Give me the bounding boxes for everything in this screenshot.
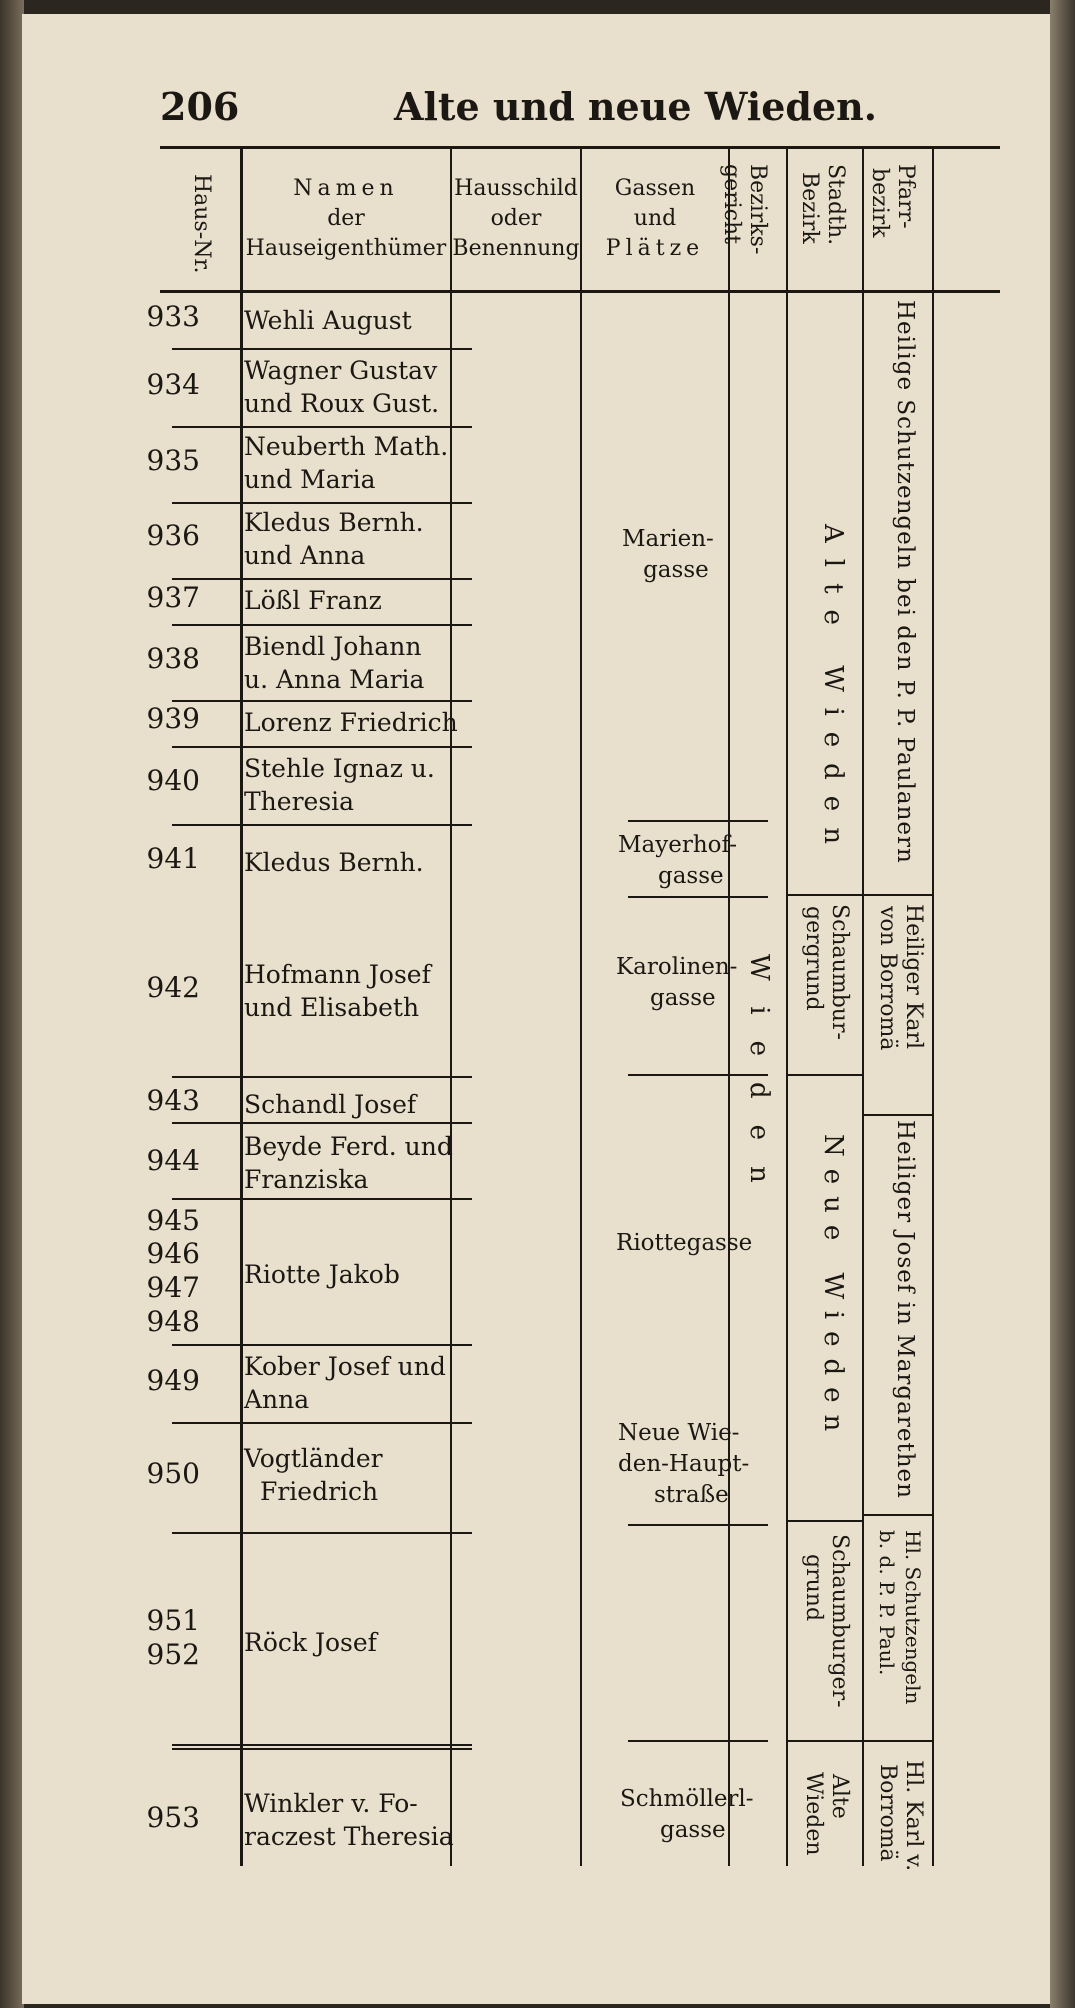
house-no-952: 952 [146, 1638, 200, 1671]
row-rule [172, 1122, 472, 1124]
parish-schutzengeln-paul-1: Hl. Schutzengeln [901, 1530, 925, 1705]
district-schaumburgergrund-4: grund [801, 1554, 826, 1622]
house-no-953: 953 [146, 1801, 200, 1834]
house-no-933: 933 [146, 300, 200, 333]
col-divider-5 [786, 146, 788, 1866]
owner-934: Wagner Gustav und Roux Gust. [244, 356, 440, 418]
col-divider-3 [580, 146, 582, 1866]
street-riottegasse: Riottegasse [616, 1230, 753, 1256]
row-rule [172, 578, 472, 580]
row-rule [172, 502, 472, 504]
row-rule [172, 624, 472, 626]
running-title: Alte und neue Wieden. [394, 84, 877, 129]
owner-950: Vogtländer Friedrich [244, 1444, 383, 1506]
row-rule [172, 1344, 472, 1346]
owner-949: Kober Josef und Anna [244, 1352, 446, 1414]
owner-939: Lorenz Friedrich [244, 708, 458, 737]
district-rule [788, 1520, 862, 1522]
house-no-951: 951 [146, 1604, 200, 1637]
header-court-2: gericht [719, 164, 744, 244]
header-house-no: Haus-Nr. [189, 174, 214, 274]
owner-936: Kledus Bernh. und Anna [244, 508, 424, 570]
header-court-1: Bezirks- [745, 164, 770, 255]
house-no-950: 950 [146, 1457, 200, 1490]
parish-rule [864, 1514, 932, 1516]
row-rule [172, 1422, 472, 1424]
header-owner-3: Hauseigenthümer [245, 236, 447, 261]
street-rule [628, 1524, 768, 1526]
row-rule [172, 426, 472, 428]
header-district-2: Bezirk [797, 172, 822, 244]
header-sign-2: oder [490, 206, 542, 231]
col-divider-2 [450, 146, 452, 1866]
parish-karl-borromae-3: Hl. Karl v. [901, 1760, 926, 1872]
col-divider-6 [862, 146, 864, 1866]
header-parish-2: bezirk [867, 168, 892, 238]
owner-935: Neuberth Math. und Maria [244, 432, 449, 494]
owner-942: Hofmann Josef und Elisabeth [244, 960, 431, 1022]
house-no-946: 946 [146, 1237, 200, 1270]
parish-rule [864, 1740, 932, 1742]
parish-karl-borromae-4: Borromä [875, 1764, 900, 1862]
book-page [22, 14, 1050, 2004]
header-street-1: Gassen [614, 176, 696, 201]
district-alte: Alte [827, 1774, 852, 1819]
house-no-934: 934 [146, 368, 200, 401]
district-neue-wieden: Neue Wieden [818, 1134, 848, 1444]
row-rule [172, 824, 472, 826]
header-street-3: Plätze [605, 236, 705, 261]
district-wieden: Wieden [801, 1772, 826, 1856]
house-no-948: 948 [146, 1305, 200, 1338]
header-street [582, 174, 728, 264]
house-no-949: 949 [146, 1364, 200, 1397]
row-rule [172, 348, 472, 350]
parish-rule [864, 1114, 932, 1116]
header-district-1: Stadth. [823, 164, 848, 246]
owner-944: Beyde Ferd. und Franziska [244, 1132, 453, 1194]
district-schaumburgergrund-3: Schaumburger- [827, 1534, 852, 1708]
header-owner [242, 174, 450, 264]
row-rule [172, 1532, 472, 1534]
street-mayerhofgasse: Mayerhof- gasse [618, 832, 737, 889]
header-sign-1: Hausschild [454, 176, 578, 201]
book-spine [0, 0, 24, 2008]
house-no-935: 935 [146, 444, 200, 477]
header-owner-1: Namen [293, 176, 399, 201]
owner-953: Winkler v. Fo- raczest Theresia [244, 1789, 454, 1851]
house-no-937: 937 [146, 581, 200, 614]
parish-karl-borromae-1: Heiliger Karl [901, 904, 926, 1050]
street-rule [628, 896, 768, 898]
house-no-939: 939 [146, 702, 200, 735]
house-no-938: 938 [146, 642, 200, 675]
header-owner-2: der [327, 206, 365, 231]
district-rule [788, 1740, 862, 1742]
house-no-936: 936 [146, 519, 200, 552]
row-rule [172, 1076, 472, 1078]
owner-941: Kledus Bernh. [244, 848, 424, 877]
district-schaumburgergrund-1: Schaumbur- [827, 904, 852, 1040]
owner-946: Riotte Jakob [244, 1260, 400, 1289]
district-rule [788, 894, 862, 896]
owner-951-952: Röck Josef [244, 1628, 377, 1657]
row-rule-thick [172, 1748, 472, 1750]
street-rule [628, 820, 768, 822]
owner-933: Wehli August [244, 306, 412, 335]
house-no-940: 940 [146, 764, 200, 797]
header-sign [452, 174, 580, 264]
parish-schutzengeln-paul-2: b. d. P. P. Paul. [875, 1530, 899, 1676]
street-karolinengasse: Karolinen- gasse [616, 954, 738, 1011]
owner-937: Lößl Franz [244, 586, 382, 615]
owner-938: Biendl Johann u. Anna Maria [244, 632, 425, 694]
row-rule [172, 746, 472, 748]
parish-karl-borromae-2: von Borromä [875, 906, 900, 1051]
header-sign-3: Benennung [452, 236, 580, 261]
court-wieden: Wieden [744, 954, 774, 1209]
house-no-941: 941 [146, 842, 200, 875]
page-number: 206 [160, 84, 240, 129]
house-no-944: 944 [146, 1144, 200, 1177]
col-divider-1 [240, 146, 243, 1866]
owner-940: Stehle Ignaz u. Theresia [244, 754, 435, 816]
house-no-942: 942 [146, 971, 200, 1004]
house-no-945: 945 [146, 1204, 200, 1237]
header-parish-1: Pfarr- [893, 164, 918, 229]
row-rule [172, 700, 472, 702]
house-no-947: 947 [146, 1271, 200, 1304]
street-neue-wieden-hauptstrasse: Neue Wie- den-Haupt- straße [618, 1420, 750, 1508]
parish-schutzengeln-paulanern: Heilige Schutzengeln bei den P. P. Paulanern [892, 300, 918, 864]
parish-josef-margarethen: Heiliger Josef in Margarethen [892, 1120, 918, 1499]
page-edge [1050, 0, 1075, 2008]
owner-943: Schandl Josef [244, 1090, 417, 1119]
district-rule [788, 1074, 862, 1076]
row-rule [172, 1198, 472, 1200]
house-no-943: 943 [146, 1084, 200, 1117]
header-street-2: und [633, 206, 677, 231]
street-mariengasse: Marien- gasse [622, 526, 714, 583]
street-schmoellerlgasse: Schmöllerl- gasse [620, 1786, 754, 1843]
street-rule [628, 1740, 768, 1742]
district-alte-wieden: Alte Wieden [818, 524, 848, 860]
district-schaumburgergrund-2: gergrund [801, 906, 826, 1011]
parish-rule [864, 894, 932, 896]
col-divider-7 [932, 146, 934, 1866]
row-rule [172, 1744, 472, 1746]
